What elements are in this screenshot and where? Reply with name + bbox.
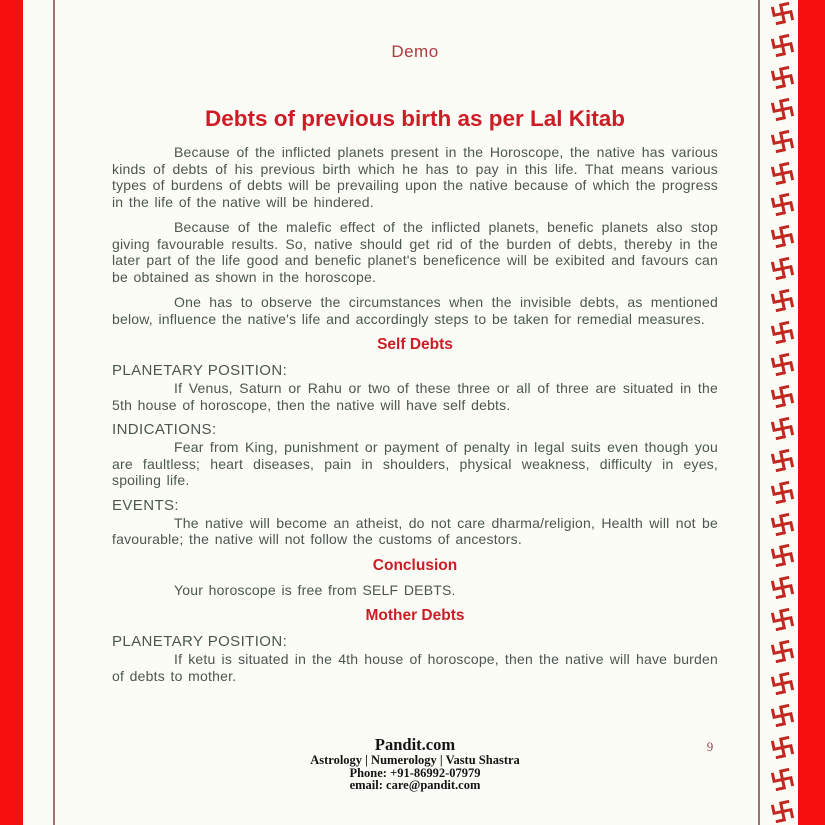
intro-paragraph-1: Because of the inflicted planets present in the Horoscope, the native has various kinds of debts of his previous birth which he has to pay in this life. That means various types of burdens of debts will be prevailing upon the native because of which the progress in the life of the native will be hindered. (112, 144, 718, 210)
swastika-icon (770, 512, 795, 537)
mother-planetary-position-text: If ketu is situated in the 4th house of horoscope, then the native will have burden of debts to mother. (112, 651, 718, 684)
footer-phone: Phone: +91-86992-07979 (349, 765, 481, 780)
swastika-icon (770, 575, 795, 600)
swastika-icon (770, 448, 795, 473)
conclusion-text: Your horoscope is free from SELF DEBTS. (174, 581, 456, 598)
right-margin-rule (758, 0, 760, 825)
planetary-position-text: If Venus, Saturn or Rahu or two of these three or all of three are situated in the 5th house of horoscope, then the native will have self debts. (112, 380, 718, 413)
swastika-icon (770, 671, 795, 696)
right-red-border-bar (798, 0, 825, 825)
intro-paragraph-3: One has to observe the circumstances when the invisible debts, as mentioned below, influence the native's life and accordingly steps to be taken for remedial measures. (112, 294, 718, 327)
left-margin-rule (53, 0, 55, 825)
label-events: EVENTS: (112, 496, 179, 514)
swastika-icon (770, 224, 795, 249)
events-text: The native will become an atheist, do not care dharma/religion, Health will not be favourable; the native will not follow the customs of ancestors. (112, 514, 718, 547)
swastika-icon (770, 65, 795, 90)
footer-email: email: care@pandit.com (349, 778, 481, 792)
label-planetary-position: PLANETARY POSITION: (112, 362, 288, 379)
footer-brand: Pandit.com (374, 735, 456, 754)
label-planetary-position-mother: PLANETARY POSITION: (112, 633, 288, 650)
demo-watermark: Demo (391, 42, 439, 61)
swastika-icon (770, 161, 795, 186)
swastika-icon (770, 480, 795, 505)
swastika-icon (770, 97, 795, 122)
swastika-icon (770, 703, 795, 728)
swastika-icon (770, 384, 795, 409)
swastika-column (766, 0, 798, 825)
swastika-icon (770, 607, 795, 632)
section-heading-conclusion: Conclusion (372, 556, 458, 574)
swastika-icon (770, 192, 795, 217)
intro-paragraph-2: Because of the malefic effect of the inflicted planets, benefic planets also stop giving favourable results. So, native should get rid of the burden of debts, thereby in the later part of the life good and benefic planet's beneficence will be exibited and favours can be obtained as shown in the horoscope. (112, 219, 718, 285)
report-page (112, 0, 718, 684)
swastika-icon (770, 256, 795, 281)
footer-services: Astrology | Numerology | Vastu Shastra (310, 753, 520, 767)
swastika-icon (770, 1, 795, 26)
swastika-icon (770, 320, 795, 345)
swastika-icon (770, 352, 795, 377)
section-heading-self-debts: Self Debts (377, 336, 453, 353)
swastika-icon (770, 767, 795, 792)
swastika-icon (770, 799, 795, 824)
swastika-icon (770, 33, 795, 58)
swastika-icon (770, 288, 795, 313)
section-heading-mother-debts: Mother Debts (365, 607, 465, 624)
swastika-icon (770, 416, 795, 441)
label-indications: INDICATIONS: (112, 421, 217, 438)
left-red-border-bar (0, 0, 23, 825)
page-title: Debts of previous birth as per Lal Kitab (204, 106, 626, 131)
swastika-icon (770, 639, 795, 664)
page-number: 9 (706, 739, 714, 754)
swastika-icon (770, 735, 795, 760)
indications-text: Fear from King, punishment or payment of penalty in legal suits even though you are faultless; heart diseases, pain in shoulders, physical weakness, difficulty in eyes, spoiling life. (112, 439, 718, 488)
page-footer (112, 735, 718, 792)
swastika-icon (770, 129, 795, 154)
swastika-icon (770, 543, 795, 568)
